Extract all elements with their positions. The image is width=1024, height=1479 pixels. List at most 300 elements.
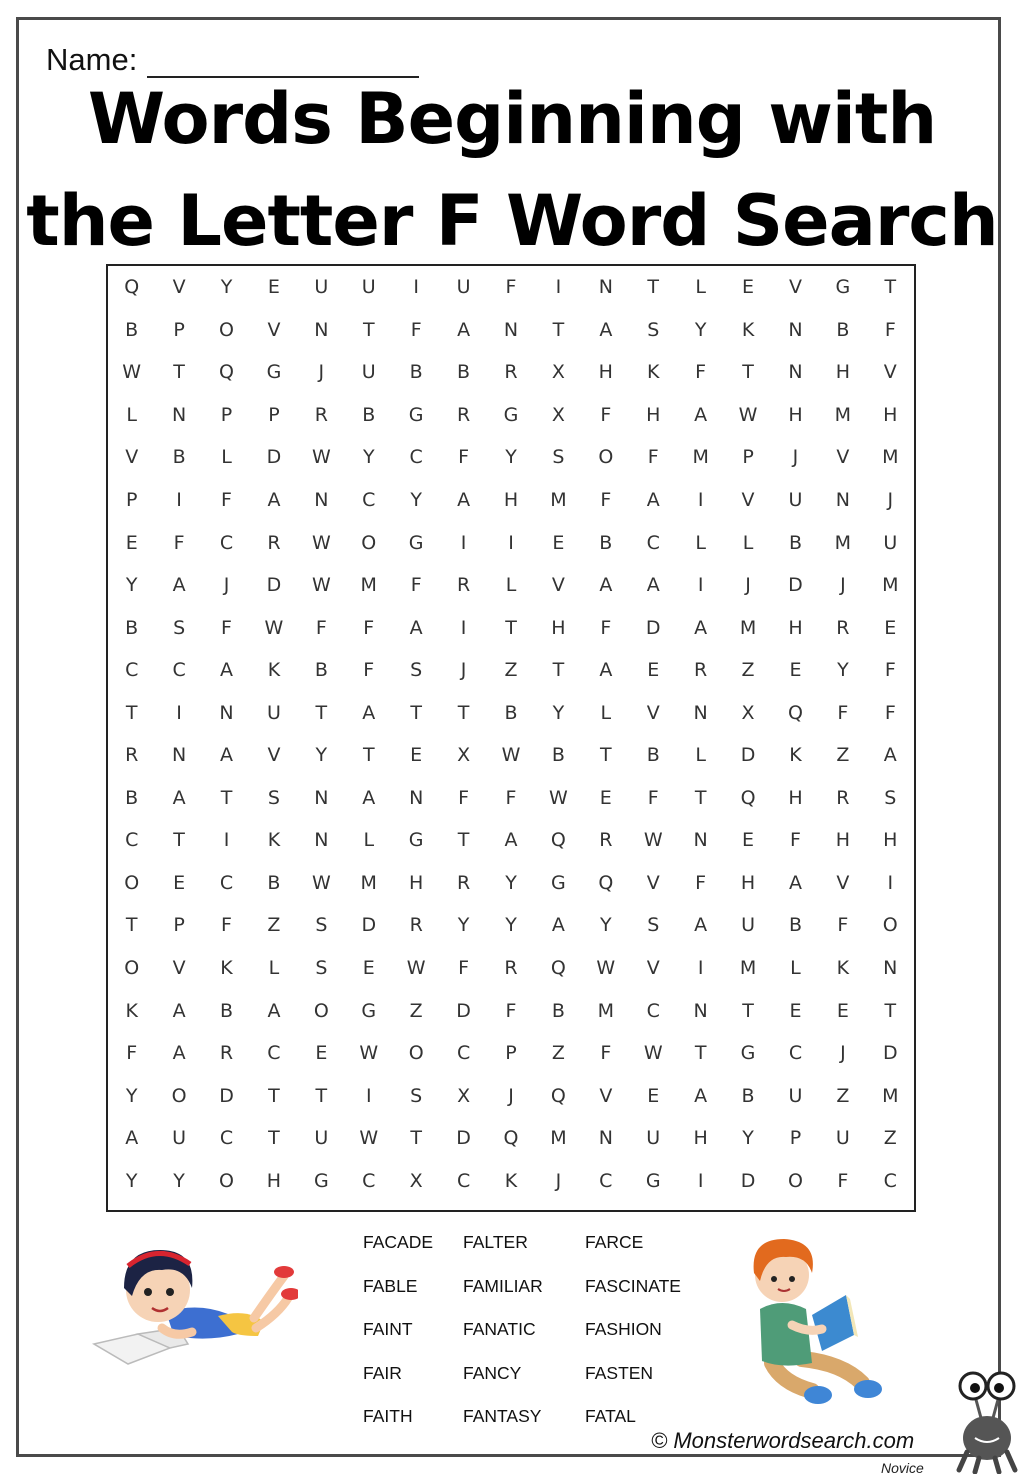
grid-cell[interactable]: H <box>883 829 898 852</box>
grid-cell[interactable]: B <box>788 531 802 554</box>
grid-cell[interactable]: A <box>599 318 613 341</box>
grid-cell[interactable]: A <box>694 1084 708 1107</box>
grid-cell[interactable]: F <box>363 616 375 639</box>
grid-cell[interactable]: S <box>267 786 280 809</box>
grid-cell[interactable]: L <box>505 574 517 597</box>
grid-cell[interactable]: E <box>789 659 802 682</box>
grid-cell[interactable]: L <box>126 403 137 426</box>
grid-cell[interactable]: H <box>740 871 756 894</box>
grid-cell[interactable]: B <box>125 318 139 341</box>
grid-cell[interactable]: N <box>219 701 234 724</box>
grid-cell[interactable]: T <box>410 1127 422 1150</box>
grid-cell[interactable]: H <box>646 403 661 426</box>
grid-cell[interactable]: S <box>410 1084 423 1107</box>
grid-cell[interactable]: T <box>362 744 375 767</box>
grid-cell[interactable]: T <box>457 829 470 852</box>
grid-cell[interactable]: Q <box>124 276 140 299</box>
grid-cell[interactable]: N <box>314 318 329 341</box>
grid-cell[interactable]: H <box>835 829 851 852</box>
grid-cell[interactable]: A <box>267 999 281 1022</box>
grid-cell[interactable]: H <box>503 488 519 511</box>
grid-cell[interactable]: L <box>742 531 754 554</box>
grid-cell[interactable]: G <box>361 999 377 1022</box>
grid-cell[interactable]: S <box>410 659 423 682</box>
grid-cell[interactable]: M <box>550 488 567 511</box>
grid-cell[interactable]: O <box>124 871 140 894</box>
grid-cell[interactable]: V <box>741 488 755 511</box>
grid-cell[interactable]: A <box>362 701 376 724</box>
grid-cell[interactable]: I <box>413 276 419 299</box>
grid-cell[interactable]: U <box>741 914 755 937</box>
grid-cell[interactable]: F <box>695 361 707 384</box>
grid-cell[interactable]: L <box>790 956 801 979</box>
grid-cell[interactable]: J <box>223 574 230 597</box>
grid-cell[interactable]: B <box>362 403 376 426</box>
grid-cell[interactable]: H <box>883 403 898 426</box>
grid-cell[interactable]: K <box>267 829 281 852</box>
grid-cell[interactable]: W <box>549 786 568 809</box>
grid-cell[interactable]: D <box>645 616 661 639</box>
grid-cell[interactable]: U <box>361 361 376 384</box>
grid-cell[interactable]: M <box>360 871 377 894</box>
grid-cell[interactable]: N <box>314 488 329 511</box>
grid-cell[interactable]: Y <box>125 1084 138 1107</box>
grid-cell[interactable]: P <box>173 914 185 937</box>
grid-cell[interactable]: T <box>315 1084 328 1107</box>
grid-cell[interactable]: K <box>741 318 755 341</box>
grid-cell[interactable]: E <box>362 956 375 979</box>
grid-cell[interactable]: H <box>788 403 803 426</box>
grid-cell[interactable]: F <box>600 616 612 639</box>
grid-cell[interactable]: R <box>504 361 518 384</box>
grid-cell[interactable]: I <box>176 488 182 511</box>
grid-cell[interactable]: M <box>597 999 615 1022</box>
grid-cell[interactable]: W <box>406 956 426 979</box>
grid-cell[interactable]: Y <box>742 1127 754 1150</box>
grid-cell[interactable]: N <box>788 361 803 384</box>
grid-cell[interactable]: B <box>788 914 802 937</box>
grid-cell[interactable]: S <box>315 956 328 979</box>
grid-cell[interactable]: T <box>125 701 138 724</box>
grid-cell[interactable]: V <box>883 361 897 384</box>
grid-cell[interactable]: U <box>314 276 329 299</box>
grid-cell[interactable]: N <box>883 956 898 979</box>
grid-cell[interactable]: A <box>599 574 613 597</box>
grid-cell[interactable]: X <box>741 701 755 724</box>
grid-cell[interactable]: J <box>555 1169 562 1192</box>
grid-cell[interactable]: T <box>694 786 707 809</box>
grid-cell[interactable]: T <box>694 1042 707 1065</box>
grid-cell[interactable]: G <box>645 1169 661 1192</box>
grid-cell[interactable]: N <box>693 829 708 852</box>
grid-cell[interactable]: A <box>694 616 708 639</box>
grid-cell[interactable]: R <box>125 744 139 767</box>
grid-cell[interactable]: S <box>647 914 660 937</box>
grid-cell[interactable]: A <box>267 488 281 511</box>
grid-cell[interactable]: U <box>266 701 281 724</box>
grid-cell[interactable]: I <box>697 956 704 979</box>
grid-cell[interactable]: T <box>268 1084 280 1107</box>
grid-cell[interactable]: P <box>742 446 754 469</box>
grid-cell[interactable]: Q <box>598 871 614 894</box>
grid-cell[interactable]: F <box>126 1042 138 1065</box>
grid-cell[interactable]: V <box>172 276 186 299</box>
grid-cell[interactable]: T <box>268 1127 280 1150</box>
grid-cell[interactable]: H <box>835 361 851 384</box>
grid-cell[interactable]: C <box>599 1169 613 1192</box>
grid-cell[interactable]: W <box>501 744 521 767</box>
grid-cell[interactable]: F <box>647 446 659 469</box>
grid-cell[interactable]: A <box>788 871 802 894</box>
grid-cell[interactable]: G <box>408 829 424 852</box>
grid-cell[interactable]: O <box>408 1042 424 1065</box>
grid-cell[interactable]: M <box>882 446 899 469</box>
grid-cell[interactable]: V <box>172 956 186 979</box>
grid-cell[interactable]: Y <box>505 871 517 894</box>
grid-cell[interactable]: U <box>361 276 376 299</box>
grid-cell[interactable]: M <box>550 1127 567 1150</box>
grid-cell[interactable]: C <box>883 1169 897 1192</box>
grid-cell[interactable]: C <box>788 1042 803 1065</box>
grid-cell[interactable]: O <box>219 318 234 341</box>
grid-cell[interactable]: T <box>457 701 470 724</box>
grid-cell[interactable]: J <box>318 361 325 384</box>
grid-cell[interactable]: F <box>837 1169 849 1192</box>
grid-cell[interactable]: J <box>745 574 751 597</box>
grid-cell[interactable]: D <box>788 574 803 597</box>
grid-cell[interactable]: T <box>173 829 185 852</box>
grid-cell[interactable]: V <box>646 701 660 724</box>
grid-cell[interactable]: Y <box>410 488 422 511</box>
grid-cell[interactable]: K <box>836 956 850 979</box>
grid-cell[interactable]: K <box>220 956 233 979</box>
grid-cell[interactable]: R <box>456 871 471 894</box>
grid-cell[interactable]: A <box>172 786 186 809</box>
grid-cell[interactable]: W <box>738 403 758 426</box>
grid-cell[interactable]: R <box>599 829 613 852</box>
grid-cell[interactable]: Z <box>883 1127 897 1150</box>
grid-cell[interactable]: Y <box>600 914 612 937</box>
grid-cell[interactable]: L <box>600 701 612 724</box>
grid-cell[interactable]: L <box>268 956 280 979</box>
grid-cell[interactable]: N <box>788 318 803 341</box>
grid-cell[interactable]: B <box>836 318 850 341</box>
grid-cell[interactable]: T <box>315 701 328 724</box>
grid-cell[interactable]: N <box>314 829 329 852</box>
grid-cell[interactable]: A <box>646 574 660 597</box>
grid-cell[interactable]: D <box>740 744 756 767</box>
grid-cell[interactable]: E <box>789 999 802 1022</box>
grid-cell[interactable]: F <box>600 488 612 511</box>
grid-cell[interactable]: N <box>693 701 708 724</box>
grid-cell[interactable]: S <box>552 446 565 469</box>
grid-cell[interactable]: Z <box>551 1042 565 1065</box>
grid-cell[interactable]: R <box>219 1042 234 1065</box>
grid-cell[interactable]: F <box>837 701 849 724</box>
grid-cell[interactable]: T <box>742 361 754 384</box>
grid-cell[interactable]: V <box>646 871 660 894</box>
grid-cell[interactable]: P <box>505 1042 517 1065</box>
grid-cell[interactable]: A <box>220 744 234 767</box>
grid-cell[interactable]: B <box>646 744 660 767</box>
grid-cell[interactable]: P <box>789 1127 802 1150</box>
grid-cell[interactable]: Y <box>837 659 849 682</box>
grid-cell[interactable]: R <box>456 574 471 597</box>
grid-cell[interactable]: K <box>789 744 802 767</box>
grid-cell[interactable]: V <box>599 1084 613 1107</box>
grid-cell[interactable]: C <box>219 871 234 894</box>
grid-cell[interactable]: O <box>313 999 329 1022</box>
grid-cell[interactable]: S <box>315 914 328 937</box>
grid-cell[interactable]: A <box>694 914 708 937</box>
grid-cell[interactable]: F <box>505 999 517 1022</box>
grid-cell[interactable]: Q <box>550 829 566 852</box>
grid-cell[interactable]: T <box>125 914 138 937</box>
grid-cell[interactable]: N <box>172 744 187 767</box>
grid-cell[interactable]: A <box>694 403 708 426</box>
grid-cell[interactable]: G <box>266 361 282 384</box>
grid-cell[interactable]: C <box>219 531 234 554</box>
grid-cell[interactable]: O <box>124 956 140 979</box>
grid-cell[interactable]: A <box>172 999 186 1022</box>
grid-cell[interactable]: Y <box>694 318 707 341</box>
grid-cell[interactable]: H <box>788 616 803 639</box>
grid-cell[interactable]: M <box>692 446 709 469</box>
grid-cell[interactable]: D <box>219 1084 234 1107</box>
grid-cell[interactable]: Z <box>836 1084 850 1107</box>
grid-cell[interactable]: U <box>835 1127 850 1150</box>
grid-cell[interactable]: F <box>884 701 896 724</box>
name-blank-line[interactable] <box>147 46 419 78</box>
grid-cell[interactable]: D <box>740 1169 756 1192</box>
grid-cell[interactable]: F <box>410 318 422 341</box>
grid-cell[interactable]: I <box>697 1169 704 1192</box>
grid-cell[interactable]: Y <box>125 1169 138 1192</box>
grid-cell[interactable]: E <box>125 531 138 554</box>
grid-cell[interactable]: A <box>504 829 518 852</box>
grid-cell[interactable]: W <box>264 616 284 639</box>
grid-cell[interactable]: E <box>742 276 755 299</box>
grid-cell[interactable]: M <box>834 531 852 554</box>
grid-cell[interactable]: A <box>457 318 471 341</box>
grid-cell[interactable]: Y <box>220 276 233 299</box>
grid-cell[interactable]: K <box>125 999 138 1022</box>
grid-cell[interactable]: T <box>173 361 185 384</box>
grid-cell[interactable]: R <box>456 403 471 426</box>
grid-cell[interactable]: E <box>599 786 612 809</box>
grid-cell[interactable]: M <box>739 616 757 639</box>
grid-cell[interactable]: A <box>599 659 613 682</box>
grid-cell[interactable]: T <box>884 276 897 299</box>
grid-cell[interactable]: Q <box>503 1127 519 1150</box>
grid-cell[interactable]: F <box>410 574 422 597</box>
grid-cell[interactable]: G <box>408 531 424 554</box>
grid-cell[interactable]: A <box>125 1127 139 1150</box>
grid-cell[interactable]: D <box>456 999 471 1022</box>
grid-cell[interactable]: B <box>409 361 423 384</box>
grid-cell[interactable]: U <box>646 1127 661 1150</box>
grid-cell[interactable]: I <box>176 701 182 724</box>
grid-cell[interactable]: B <box>267 871 281 894</box>
grid-cell[interactable]: M <box>882 574 899 597</box>
grid-cell[interactable]: C <box>267 1042 281 1065</box>
grid-cell[interactable]: L <box>221 446 232 469</box>
grid-cell[interactable]: Y <box>125 574 138 597</box>
grid-cell[interactable]: D <box>266 446 282 469</box>
grid-cell[interactable]: A <box>172 574 186 597</box>
grid-cell[interactable]: F <box>505 276 517 299</box>
grid-cell[interactable]: E <box>647 659 660 682</box>
grid-cell[interactable]: I <box>223 829 230 852</box>
grid-cell[interactable]: V <box>267 318 281 341</box>
grid-cell[interactable]: O <box>598 446 614 469</box>
grid-cell[interactable]: A <box>409 616 423 639</box>
grid-cell[interactable]: R <box>314 403 328 426</box>
grid-cell[interactable]: B <box>125 616 139 639</box>
grid-cell[interactable]: C <box>172 659 186 682</box>
grid-cell[interactable]: G <box>313 1169 329 1192</box>
grid-cell[interactable]: I <box>555 276 562 299</box>
grid-cell[interactable]: X <box>457 744 471 767</box>
grid-cell[interactable]: L <box>695 531 706 554</box>
grid-cell[interactable]: F <box>315 616 327 639</box>
grid-cell[interactable]: C <box>219 1127 234 1150</box>
grid-cell[interactable]: M <box>739 956 757 979</box>
grid-cell[interactable]: I <box>460 531 467 554</box>
grid-cell[interactable]: F <box>458 956 470 979</box>
grid-cell[interactable]: E <box>267 276 280 299</box>
grid-cell[interactable]: T <box>600 744 612 767</box>
grid-cell[interactable]: N <box>598 276 613 299</box>
grid-cell[interactable]: X <box>551 403 565 426</box>
grid-cell[interactable]: G <box>835 276 851 299</box>
grid-cell[interactable]: M <box>834 403 852 426</box>
grid-cell[interactable]: S <box>173 616 186 639</box>
grid-cell[interactable]: Z <box>836 744 850 767</box>
grid-cell[interactable]: T <box>362 318 375 341</box>
grid-cell[interactable]: G <box>551 871 566 894</box>
grid-cell[interactable]: N <box>314 786 329 809</box>
grid-cell[interactable]: I <box>508 531 514 554</box>
grid-cell[interactable]: U <box>883 531 898 554</box>
grid-cell[interactable]: R <box>694 659 708 682</box>
grid-cell[interactable]: K <box>504 1169 518 1192</box>
grid-cell[interactable]: U <box>172 1127 187 1150</box>
grid-cell[interactable]: M <box>360 574 377 597</box>
grid-cell[interactable]: O <box>219 1169 234 1192</box>
grid-cell[interactable]: F <box>647 786 659 809</box>
grid-cell[interactable]: Q <box>550 1084 566 1107</box>
grid-cell[interactable]: J <box>887 488 894 511</box>
grid-cell[interactable]: Z <box>504 659 518 682</box>
grid-cell[interactable]: Z <box>409 999 423 1022</box>
grid-cell[interactable]: J <box>840 574 846 597</box>
grid-cell[interactable]: C <box>409 446 423 469</box>
grid-cell[interactable]: I <box>460 616 467 639</box>
grid-cell[interactable]: Y <box>362 446 375 469</box>
grid-cell[interactable]: T <box>505 616 517 639</box>
grid-cell[interactable]: E <box>647 1084 660 1107</box>
grid-cell[interactable]: Y <box>457 914 470 937</box>
grid-cell[interactable]: E <box>836 999 849 1022</box>
grid-cell[interactable]: C <box>125 659 139 682</box>
grid-cell[interactable]: N <box>598 1127 613 1150</box>
grid-cell[interactable]: Y <box>552 701 565 724</box>
grid-cell[interactable]: P <box>125 488 138 511</box>
grid-cell[interactable]: A <box>646 488 660 511</box>
grid-cell[interactable]: N <box>503 318 519 341</box>
grid-cell[interactable]: O <box>882 914 898 937</box>
grid-cell[interactable]: B <box>457 361 471 384</box>
grid-cell[interactable]: Y <box>505 914 517 937</box>
grid-cell[interactable]: R <box>267 531 281 554</box>
grid-cell[interactable]: A <box>457 488 471 511</box>
grid-cell[interactable]: P <box>220 403 233 426</box>
grid-cell[interactable]: W <box>311 531 331 554</box>
grid-cell[interactable]: B <box>504 701 518 724</box>
grid-cell[interactable]: F <box>600 1042 612 1065</box>
grid-cell[interactable]: H <box>693 1127 708 1150</box>
grid-cell[interactable]: V <box>267 744 281 767</box>
grid-cell[interactable]: E <box>884 616 897 639</box>
grid-cell[interactable]: O <box>787 1169 803 1192</box>
grid-cell[interactable]: Q <box>219 361 234 384</box>
grid-cell[interactable]: H <box>409 871 424 894</box>
grid-cell[interactable]: G <box>740 1042 756 1065</box>
grid-cell[interactable]: F <box>505 786 517 809</box>
grid-cell[interactable]: M <box>882 1084 899 1107</box>
grid-cell[interactable]: V <box>551 574 565 597</box>
grid-cell[interactable]: E <box>315 1042 328 1065</box>
grid-cell[interactable]: T <box>647 276 660 299</box>
grid-cell[interactable]: X <box>551 361 565 384</box>
grid-cell[interactable]: F <box>458 446 470 469</box>
grid-cell[interactable]: K <box>646 361 660 384</box>
grid-cell[interactable]: C <box>456 1042 471 1065</box>
grid-cell[interactable]: E <box>410 744 423 767</box>
grid-cell[interactable]: D <box>456 1127 471 1150</box>
grid-cell[interactable]: V <box>836 871 850 894</box>
grid-cell[interactable]: W <box>643 1042 663 1065</box>
grid-cell[interactable]: N <box>693 999 708 1022</box>
grid-cell[interactable]: Q <box>740 786 756 809</box>
grid-cell[interactable]: F <box>884 318 896 341</box>
grid-cell[interactable]: P <box>268 403 280 426</box>
grid-cell[interactable]: B <box>551 999 565 1022</box>
grid-cell[interactable]: N <box>409 786 424 809</box>
grid-cell[interactable]: C <box>125 829 139 852</box>
grid-cell[interactable]: E <box>552 531 565 554</box>
grid-cell[interactable]: Y <box>315 744 328 767</box>
grid-cell[interactable]: F <box>837 914 849 937</box>
grid-cell[interactable]: L <box>695 276 706 299</box>
grid-cell[interactable]: F <box>173 531 185 554</box>
grid-cell[interactable]: Q <box>787 701 803 724</box>
grid-cell[interactable]: T <box>552 318 565 341</box>
grid-cell[interactable]: V <box>646 956 660 979</box>
grid-cell[interactable]: A <box>220 659 234 682</box>
grid-cell[interactable]: I <box>697 488 704 511</box>
grid-cell[interactable]: B <box>172 446 186 469</box>
grid-cell[interactable]: F <box>458 786 470 809</box>
grid-cell[interactable]: O <box>361 531 377 554</box>
grid-cell[interactable]: F <box>221 616 232 639</box>
grid-cell[interactable]: T <box>220 786 233 809</box>
grid-cell[interactable]: B <box>551 744 565 767</box>
grid-cell[interactable]: L <box>363 829 375 852</box>
grid-cell[interactable]: F <box>789 829 801 852</box>
grid-cell[interactable]: S <box>884 786 897 809</box>
